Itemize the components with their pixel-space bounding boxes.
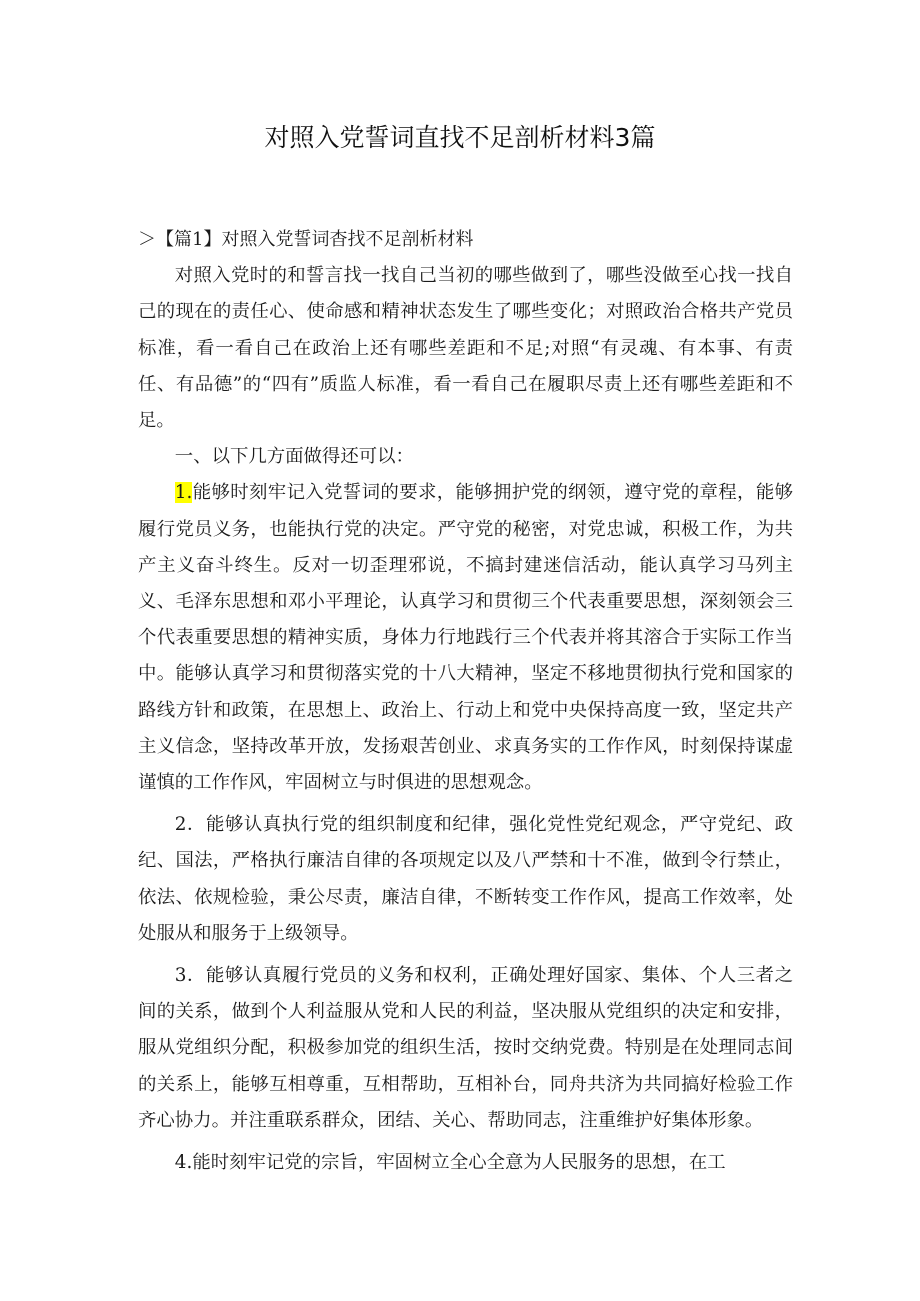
paragraph-text: 4.能时刻牢记党的宗旨，牢固树立全心全意为人民服务的思想，在工 (174, 1152, 726, 1174)
intro-paragraph (138, 258, 793, 439)
subheading-paragraph (138, 439, 793, 475)
paragraph-text: 对照入党时的和誓言找一找自己当初的哪些做到了，哪些没做至心找一找自己的现在的责任心、使命感和精神状态发生了哪些变化；对照政治合格共产党员标准，看一看自己在政治上还有哪些差距和不足;对照“有灵魂、有本事、有责任、有品德”的“四有”质监人标准，看一看自己在履职尽责上还有哪些差距和不足。 (138, 265, 793, 432)
item-4-paragraph (138, 1145, 793, 1181)
item-2-paragraph (138, 807, 793, 952)
item-3-paragraph (138, 958, 793, 1139)
paragraph-text: 能够时刻牢记入党誓词的要求，能够拥护党的纲领，遵守党的章程，能够履行党员义务，也能执行党的决定。严守党的秘密，对党忠诚，积极工作，为共产主义奋斗终生。反对一切歪理邪说，不搞封建迷信活动，能认真学习马列主义、毛泽东思想和邓小平理论，认真学习和贯彻三个代表重要思想，深刻领会三个代表重要思想的精神实质，身体力行地践行三个代表并将其溶合于实际工作当中。能够认真学习和贯彻落实党的十八大精神，坚定不移地贯彻执行党和国家的路线方针和政策，在思想上、政治上、行动上和党中央保持高度一致，坚定共产主义信念，坚持改革开放，发扬艰苦创业、求真务实的工作作风，时刻保持谋虚谨慎的工作作风，牢固树立与时俱进的思想观念。 (138, 482, 793, 794)
paragraph-text: 2．能够认真执行党的组织制度和纪律，强化党性党纪观念，严守党纪、政纪、国法，严格执行廉洁自律的各项规定以及八严禁和十不准，做到令行禁止，依法、依规检验，秉公尽责，廉洁自律，不断转变工作作风，提高工作效率，处处服从和服务于上级领导。 (138, 814, 793, 944)
paragraph-text: 3．能够认真履行党员的义务和权利，正确处理好国家、集体、个人三者之间的关系，做到个人利益服从党和人民的利益，坚决服从党组织的决定和安排，服从党组织分配，积极参加党的组织生活，按时交纳党费。特别是在处理同志间的关系上，能够互相尊重，互相帮助，互相补台，同舟共济为共同搞好检验工作齐心协力。并注重联系群众，团结、关心、帮助同志，注重维护好集体形象。 (138, 965, 793, 1131)
document-body (138, 222, 793, 1181)
item-1-paragraph (138, 475, 793, 801)
paragraph-text: 一、以下几方面做得还可以： (174, 446, 414, 468)
highlighted-item-marker: 1. (174, 482, 193, 504)
section-heading: ＞【篇1】对照入党誓词杳找不足剖析材料 (138, 229, 474, 250)
document-title: 对照入党誓词直找不足剖析材料3篇 (264, 123, 656, 152)
